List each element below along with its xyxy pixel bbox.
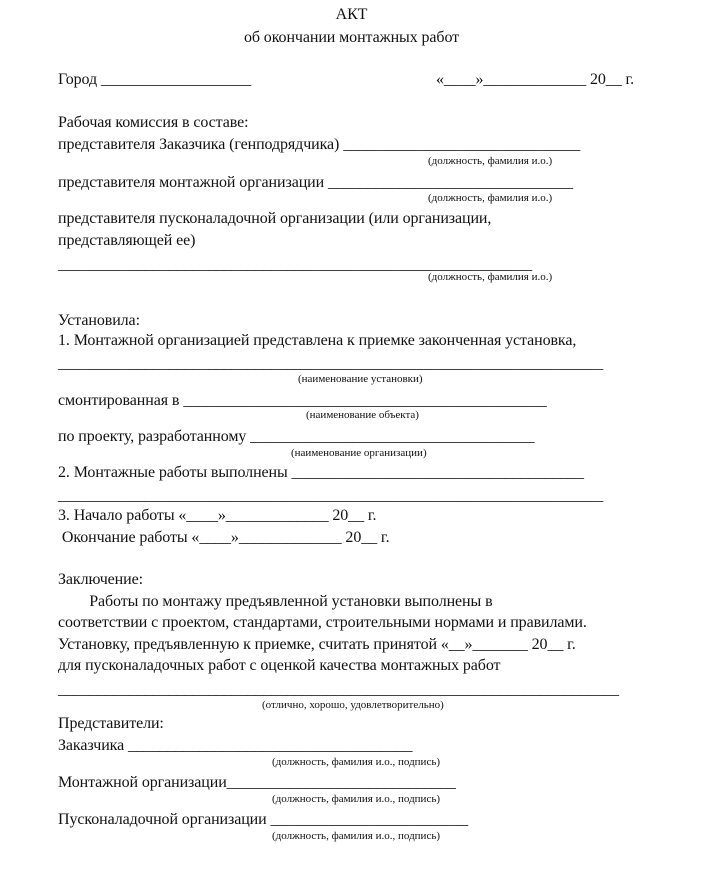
date-line: «____»_____________ 20__ г. bbox=[436, 71, 635, 88]
commissioning-rep-blank: ____________________________________________________________ bbox=[58, 256, 533, 273]
sign-commissioning-line: Пусконаладочной организации _________________________ bbox=[58, 811, 469, 828]
object-caption: (наименование объекта) bbox=[306, 409, 419, 421]
document-subtitle: об окончании монтажных работ bbox=[243, 29, 460, 46]
sign-customer-line: Заказчика ____________________________________ bbox=[58, 737, 413, 754]
commissioning-rep-caption: (должность, фамилия и.о.) bbox=[428, 271, 553, 283]
mount-rep-line: представителя монтажной организации _______________________________ bbox=[58, 174, 573, 191]
conclusion-blank: _______________________________________________________________________ bbox=[58, 681, 619, 698]
commissioning-rep-line-1: представителя пусконаладочной организации (или организации, bbox=[58, 210, 492, 227]
commissioning-rep-line-2: представляющей ее) bbox=[58, 232, 196, 249]
mounted-in-line: смонтированная в ______________________________________________ bbox=[58, 392, 547, 409]
conclusion-heading: Заключение: bbox=[58, 571, 143, 588]
conclusion-line-1: Работы по монтажу предъявленной установки выполнены в bbox=[58, 593, 493, 610]
installation-caption: (наименование установки) bbox=[298, 373, 423, 385]
item-3-end-line: Окончание работы «____»_____________ 20__ г. bbox=[58, 529, 390, 546]
sign-mount-caption: (должность, фамилия и.о., подпись) bbox=[272, 793, 441, 805]
document-title: АКТ bbox=[335, 6, 368, 23]
sign-commissioning-caption: (должность, фамилия и.о., подпись) bbox=[272, 830, 441, 842]
commission-heading: Рабочая комиссия в составе: bbox=[58, 114, 249, 131]
item-2-line: 2. Монтажные работы выполнены _____________________________________ bbox=[58, 464, 584, 481]
conclusion-line-2: соответствии с проектом, стандартами, строительными нормами и правилами. bbox=[58, 614, 587, 631]
established-heading: Установила: bbox=[58, 312, 140, 329]
sign-mount-line: Монтажной организации_____________________________ bbox=[58, 774, 456, 791]
city-line: Город ___________________ bbox=[58, 71, 252, 88]
customer-rep-caption: (должность, фамилия и.о.) bbox=[428, 155, 553, 167]
conclusion-line-4: для пусконаладочных работ с оценкой качества монтажных работ bbox=[58, 657, 501, 674]
grade-caption: (отлично, хорошо, удовлетворительно) bbox=[262, 699, 444, 711]
organization-caption: (наименование организации) bbox=[291, 447, 427, 459]
customer-rep-line: представителя Заказчика (генподрядчика) ______________________________ bbox=[58, 136, 581, 153]
item-3-start-line: 3. Начало работы «____»_____________ 20__ г. bbox=[58, 507, 377, 524]
conclusion-line-3: Установку, предъявленную к приемке, считать принятой «__»_______ 20__ г. bbox=[58, 636, 576, 653]
item-1-line: 1. Монтажной организацией представлена к приемке законченная установка, bbox=[58, 332, 577, 349]
item-1-blank: _____________________________________________________________________ bbox=[58, 355, 604, 372]
item-2-blank: _____________________________________________________________________ bbox=[58, 487, 604, 504]
by-project-line: по проекту, разработанному ____________________________________ bbox=[58, 428, 535, 445]
mount-rep-caption: (должность, фамилия и.о.) bbox=[428, 192, 553, 204]
sign-customer-caption: (должность, фамилия и.о., подпись) bbox=[272, 756, 441, 768]
representatives-heading: Представители: bbox=[58, 715, 164, 732]
